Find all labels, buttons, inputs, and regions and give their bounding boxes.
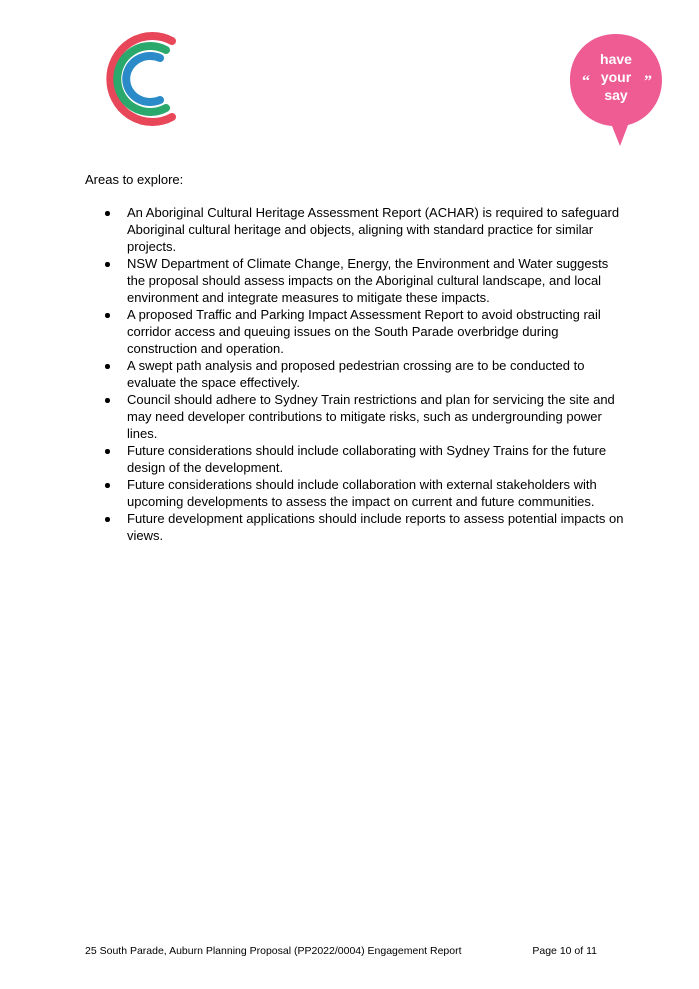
speech-bubble-icon: [568, 30, 664, 148]
bullet-list: [85, 204, 625, 544]
list-item: [85, 476, 625, 510]
bullet-icon: [105, 262, 110, 267]
list-item-text: Council should adhere to Sydney Train restrictions and plan for servicing the site and may need developer contributions to mitigate risks, such as undergrounding power lines.: [127, 392, 615, 441]
bullet-icon: [105, 517, 110, 522]
council-logo: [88, 30, 180, 128]
list-item-text: Future considerations should include collaborating with Sydney Trains for the future design of the development.: [127, 443, 607, 475]
bullet-icon: [105, 483, 110, 488]
footer-document-title: 25 South Parade, Auburn Planning Proposal (PP2022/0004) Engagement Report: [85, 945, 462, 957]
list-item-text: An Aboriginal Cultural Heritage Assessment Report (ACHAR) is required to safeguard Aboriginal cultural heritage and objects, aligning with standard practice for similar projects.: [127, 205, 620, 254]
intro-text: Areas to explore:: [85, 172, 184, 187]
list-item: [85, 357, 625, 391]
list-item-text: Future development applications should include reports to assess potential impacts on views.: [127, 511, 624, 543]
list-item-text: NSW Department of Climate Change, Energy, the Environment and Water suggests the proposal should assess impacts on the Aboriginal cultural landscape, and local environment and integrate measures to mitigate these impacts.: [127, 256, 609, 305]
list-item: [85, 204, 625, 255]
have-your-say-badge: [568, 30, 664, 148]
list-item: [85, 510, 625, 544]
bullet-icon: [105, 449, 110, 454]
bullet-icon: [105, 398, 110, 403]
bullet-icon: [105, 364, 110, 369]
list-item: [85, 442, 625, 476]
close-quote-icon: ”: [644, 73, 652, 90]
list-item-text: Future considerations should include collaboration with external stakeholders with upcoming developments to assess the impact on current and future communities.: [127, 477, 597, 509]
badge-line-3: say: [604, 87, 628, 103]
footer-page-number: Page 10 of 11: [532, 945, 597, 957]
open-quote-icon: “: [582, 73, 590, 90]
list-item: [85, 391, 625, 442]
list-item: [85, 255, 625, 306]
bullet-icon: [105, 211, 110, 216]
list-item: [85, 306, 625, 357]
badge-line-2: your: [600, 69, 632, 85]
list-item-text: A proposed Traffic and Parking Impact Assessment Report to avoid obstructing rail corridor access and queuing issues on the South Parade overbridge during construction and operation.: [127, 307, 601, 356]
badge-line-1: have: [600, 51, 632, 67]
bullet-icon: [105, 313, 110, 318]
council-c-logo-icon: [88, 30, 180, 128]
list-item-text: A swept path analysis and proposed pedestrian crossing are to be conducted to evaluate the space effectively.: [127, 358, 585, 390]
